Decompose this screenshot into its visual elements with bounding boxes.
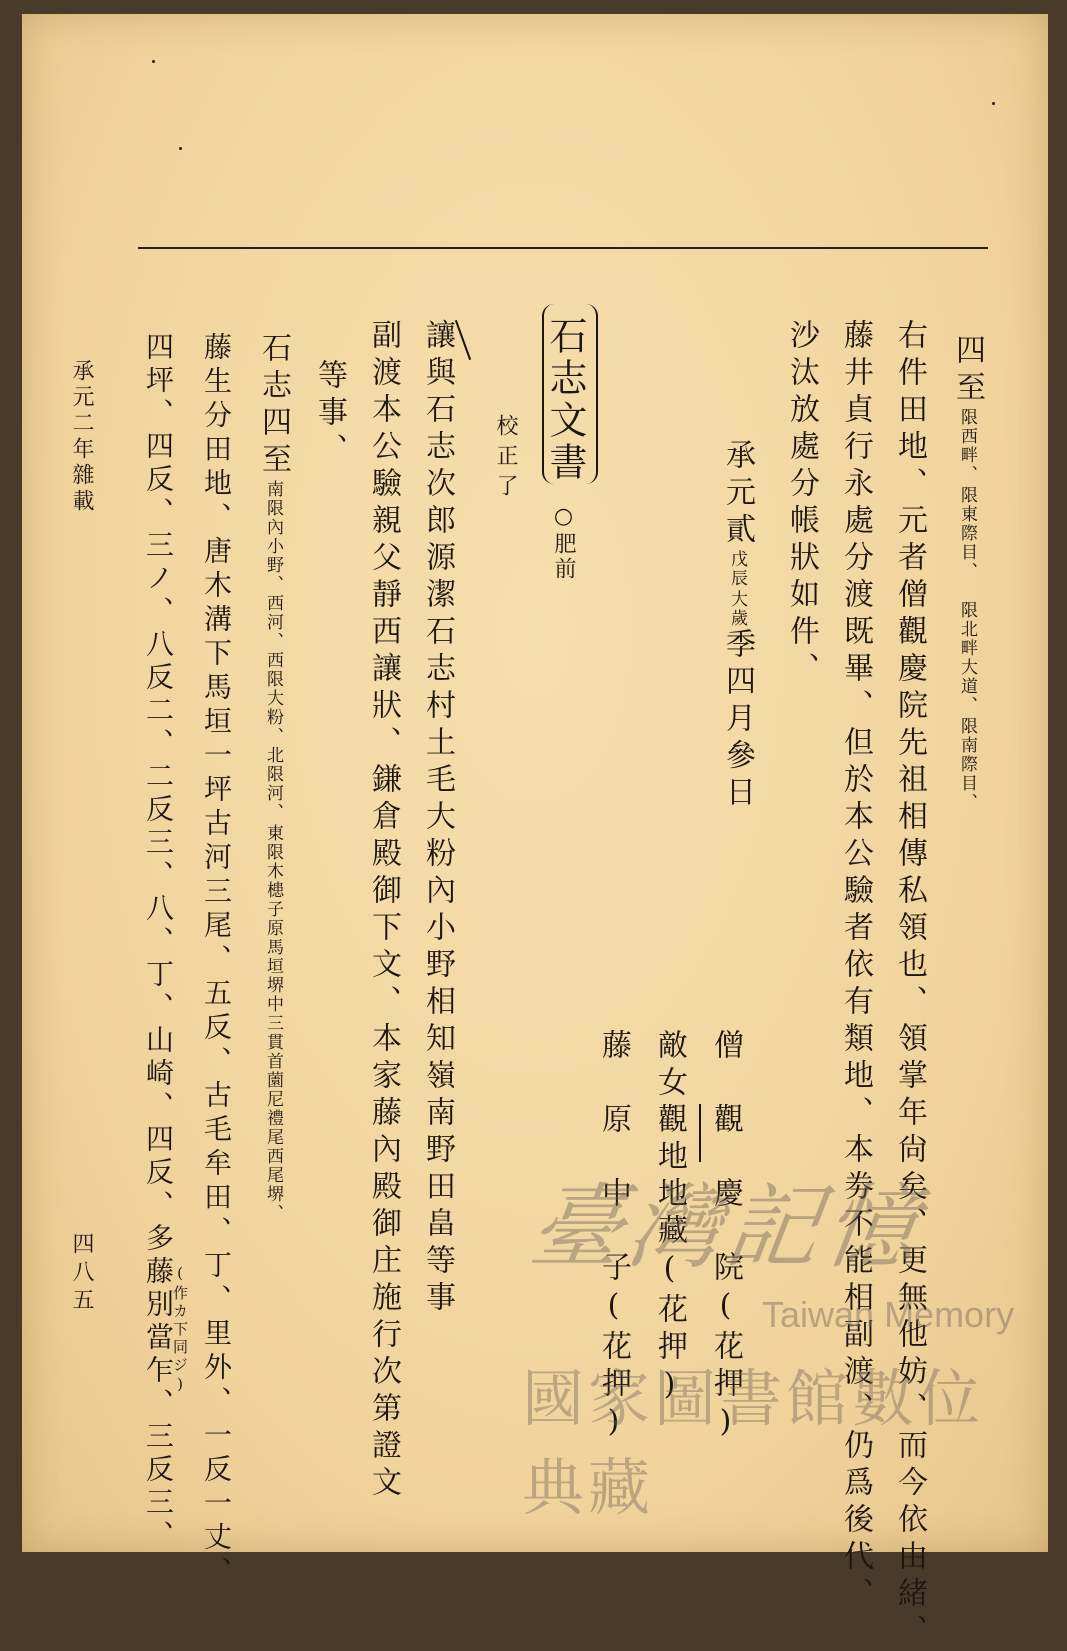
year-cycle-lower: 戊辰 xyxy=(727,550,747,588)
province-note: ○肥前 xyxy=(551,504,576,582)
watermark-chinese: 國家圖書館數位典藏 xyxy=(522,1362,985,1524)
other-boundaries: 南限內小野、西河、西限大粉、北限河、 xyxy=(263,480,283,822)
text-column: 四坪、四反、三ノ、八反二、二反三、八、丁、山崎、四反、多藤別當乍、三反三、 xyxy=(142,332,175,1553)
document-page xyxy=(22,14,1048,1651)
proofread-note: 校正了 xyxy=(493,414,518,504)
watermark-calligraphy: 臺灣記憶 xyxy=(523,1174,931,1281)
date-era: 承元貳 xyxy=(720,439,755,550)
text-column: 沙汰放處分帳狀如件、 xyxy=(784,319,819,689)
signature-column: 敵女觀地地藏(花押) xyxy=(652,1029,687,1409)
text-column: 副渡本公驗親父靜西讓狀、鎌倉殿御下文、本家藤內殿御庄施行次第證文 xyxy=(366,319,401,1503)
year-cycle-upper: 大歲 xyxy=(727,590,747,628)
check-mark xyxy=(455,320,471,360)
south-bound: 限南際目、 xyxy=(957,717,977,812)
boundary-details xyxy=(264,480,281,1223)
signature-column: 僧 觀 慶 院(花押) xyxy=(708,1029,743,1446)
boundaries-label: 石志四至 xyxy=(256,332,291,480)
document-title: 石志文書 xyxy=(543,316,587,484)
page-number: 四八五 xyxy=(69,1232,94,1316)
running-head: 承元二年雜載 xyxy=(69,359,94,515)
editorial-note: (作カ下同ジ) xyxy=(171,1264,189,1396)
west-bound: 限西畔、 xyxy=(957,408,977,484)
speck xyxy=(992,102,995,105)
boundaries-column xyxy=(950,334,985,812)
boundaries-column xyxy=(256,332,291,1223)
east-boundary: 東限木槵子原馬垣堺中三貫首薗尼禮尾西尾堺、 xyxy=(263,824,283,1223)
boundaries-label: 四至 xyxy=(950,334,985,408)
east-west-bounds xyxy=(958,408,975,581)
text-column: 右件田地、元者僧觀慶院先祖相傳私領也、領掌年尙矣、更無他妨、而今依由緒、 xyxy=(892,319,927,1651)
speck xyxy=(152,60,155,63)
east-bound: 限東際目、 xyxy=(957,486,977,581)
signature-column: 藤 原 中 子(花押) xyxy=(596,1029,631,1446)
text-column: 藤井貞行永處分渡既畢、但於本公驗者依有類地、本劵不能相副渡、仍爲後代、 xyxy=(838,319,873,1614)
north-bound: 限北畔大道、 xyxy=(957,601,977,715)
year-cycle xyxy=(728,550,745,628)
text-column: 讓與石志次郎源潔石志村土毛大粉內小野相知嶺南野田畠等事 xyxy=(420,319,455,1318)
south-north-bounds xyxy=(958,601,975,812)
header-rule xyxy=(138,247,988,249)
watermark xyxy=(512,1144,1032,1524)
date-month-day: 季四月參日 xyxy=(720,628,755,813)
text-column: 等事、 xyxy=(312,359,347,470)
speck xyxy=(179,147,182,150)
text-column: 藤生分田地、唐木溝下馬垣一坪古河三尾、五反、古毛牟田、丁、里外、一反一丈、 xyxy=(200,332,233,1590)
date-column xyxy=(720,439,755,813)
watermark-english: Taiwan Memory xyxy=(762,1294,1015,1335)
